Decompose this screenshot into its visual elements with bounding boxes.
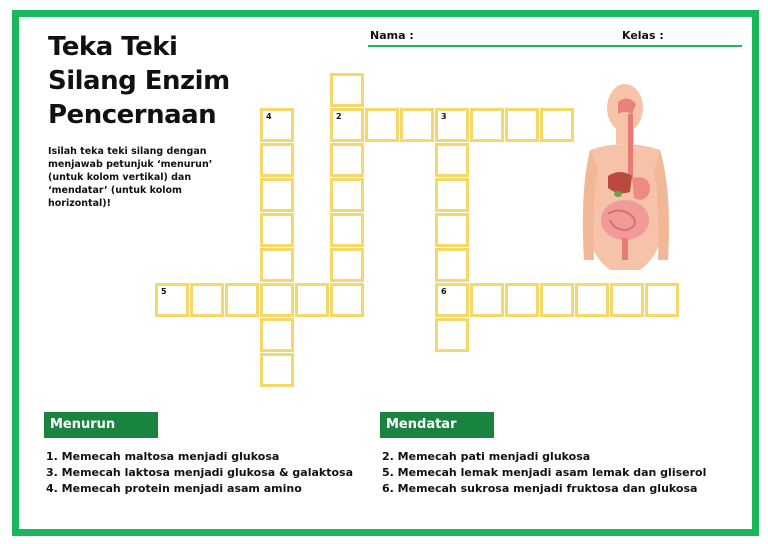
mendatar-clues (382, 449, 706, 497)
clue-number: 6 (441, 287, 447, 296)
name-class-line[interactable] (368, 45, 742, 47)
crossword-cell[interactable] (435, 178, 469, 212)
crossword-cell[interactable] (330, 213, 364, 247)
crossword-cell[interactable] (540, 108, 574, 142)
clue-number: 3 (441, 112, 447, 121)
clue-item: 4. Memecah protein menjadi asam amino (46, 482, 302, 495)
page-title (48, 30, 248, 132)
crossword-cell[interactable] (260, 213, 294, 247)
clue-item: 2. Memecah pati menjadi glukosa (382, 450, 591, 463)
crossword-cell[interactable] (365, 108, 399, 142)
crossword-cell[interactable] (435, 318, 469, 352)
crossword-cell[interactable] (190, 283, 224, 317)
name-label: Nama : (370, 29, 414, 42)
title-line-3: Pencernaan (48, 100, 217, 130)
clue-number: 2 (336, 112, 342, 121)
crossword-cell[interactable] (260, 108, 294, 142)
crossword-cell[interactable] (225, 283, 259, 317)
menurun-clues (46, 449, 353, 497)
crossword-cell[interactable] (540, 283, 574, 317)
crossword-cell[interactable] (330, 248, 364, 282)
class-label: Kelas : (622, 29, 664, 42)
crossword-cell[interactable] (400, 108, 434, 142)
mendatar-heading: Mendatar (380, 412, 494, 438)
crossword-cell[interactable] (260, 248, 294, 282)
crossword-cell[interactable] (295, 283, 329, 317)
crossword-cell[interactable] (260, 318, 294, 352)
crossword-cell[interactable] (505, 283, 539, 317)
crossword-cell[interactable] (260, 353, 294, 387)
crossword-cell[interactable] (470, 283, 504, 317)
crossword-cell[interactable] (505, 108, 539, 142)
crossword-cell[interactable] (435, 248, 469, 282)
title-line-1: Teka Teki (48, 32, 178, 62)
digestive-system-illustration (580, 80, 690, 280)
crossword-cell[interactable] (470, 108, 504, 142)
crossword-cell[interactable] (260, 143, 294, 177)
crossword-cell[interactable] (435, 213, 469, 247)
crossword-cell[interactable] (260, 283, 294, 317)
instructions-text: Isilah teka teki silang dengan menjawab petunjuk ‘menurun’ (untuk kolom vertikal) dan ‘mendatar’ (untuk kolom horizontal)! (48, 146, 213, 209)
crossword-cell[interactable] (260, 178, 294, 212)
clue-item: 5. Memecah lemak menjadi asam lemak dan gliserol (382, 466, 707, 479)
crossword-cell[interactable] (330, 108, 364, 142)
crossword-cell[interactable] (610, 283, 644, 317)
crossword-cell[interactable] (330, 73, 364, 107)
crossword-cell[interactable] (435, 143, 469, 177)
clue-item: 3. Memecah laktosa menjadi glukosa & galaktosa (46, 466, 354, 479)
title-line-2: Silang Enzim (48, 66, 230, 96)
crossword-cell[interactable] (575, 283, 609, 317)
clue-number: 4 (266, 112, 272, 121)
crossword-cell[interactable] (435, 283, 469, 317)
crossword-cell[interactable] (435, 108, 469, 142)
menurun-heading: Menurun (44, 412, 158, 438)
crossword-cell[interactable] (330, 178, 364, 212)
crossword-cell[interactable] (155, 283, 189, 317)
clue-number: 5 (161, 287, 167, 296)
crossword-cell[interactable] (330, 283, 364, 317)
clue-item: 1. Memecah maltosa menjadi glukosa (46, 450, 280, 463)
crossword-cell[interactable] (330, 143, 364, 177)
clue-item: 6. Memecah sukrosa menjadi fruktosa dan glukosa (382, 482, 698, 495)
crossword-cell[interactable] (645, 283, 679, 317)
